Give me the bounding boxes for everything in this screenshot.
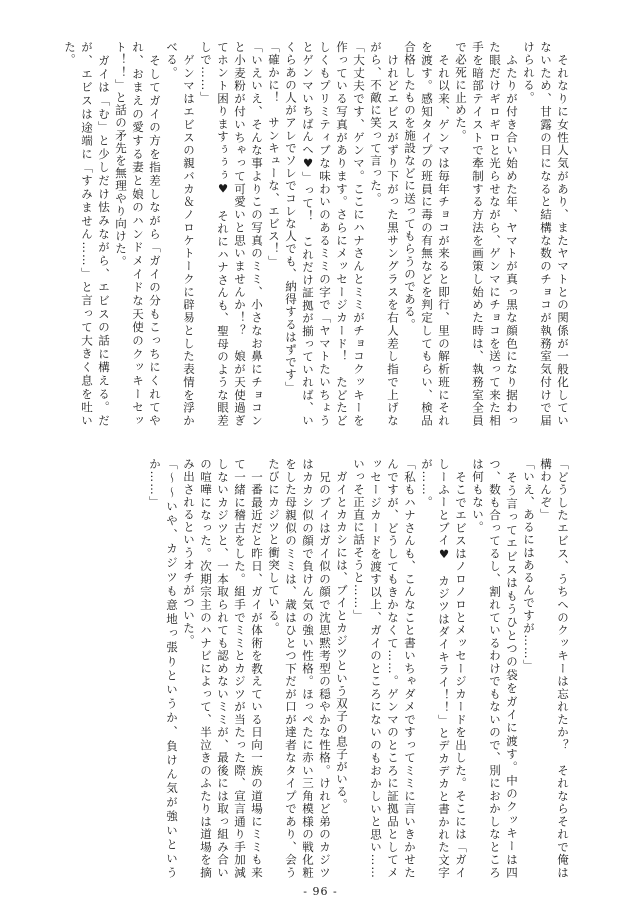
paragraph: ふたりが付き合い始めた年、ヤマトが真っ黒な顔色になり据わった眼だけギロギロと光らせながら、ゲンマにチョコを送って来た相手を暗部テイストで牽制する方法を画策し始めた時は、執務室全員で必死に止めた。 — [454, 41, 519, 427]
paragraph: 「確かに！ サンキューな、エビス！」 — [267, 41, 281, 268]
paragraph: 「いえ、あるにはあるんですが……」 — [522, 458, 536, 673]
paragraph: 「いえいえ、そんな事よりこの写真のミミ、小さなお鼻にチョコンと小麦粉が付いちゃって可愛いと思いませんか！？ 娘が天使過ぎてホント困りますぅぅぅ♥ それにハナさんも、聖母のような眼差しで……」 — [199, 41, 264, 427]
text-block-top — [61, 41, 571, 427]
page-number: - 96 - — [303, 885, 338, 898]
paragraph: そしてガイの方を指差しながら「ガイの分もこっちにくれてやれ、おまえの愛する妻と娘のハンドメイドな天使のクッキーセット！！」と話の矛先を無理やり向けた。 — [114, 41, 162, 427]
paragraph: ゲンマはエビスの親バカ＆ノロケトークに辟易とした表情を浮かべる。 — [165, 41, 196, 427]
paragraph: 「どうしたエビス、うちへのクッキーは忘れたか？ それならそれで俺は構わんぞ」 — [539, 458, 570, 879]
paragraph: 一番最近だと昨日、ガイが体術を教えている日向一族の道場にミミも来て一緒に稽古をした。組手でミミとカジツが当たった際、宣言通り手加減しないカジツと、一本取られても認めないミミが、最後には取っ組み合いの喧嘩になった。次期宗主のハナビによって、半泣きのふたりは道場を摘み出されるというオチがついた。 — [182, 458, 264, 879]
paragraph: ガイとカカシには、ブイとカジツという双子の息子がいる。 — [335, 458, 349, 811]
paragraph: それ以来、ゲンマは毎年チョコが来ると即行、里の解析班にそれを渡す。感知タイプの班員に毒の有無などを判定してもらい、検品合格したものを施設などに送ってもらうのである。 — [403, 41, 451, 427]
text-block-bottom — [146, 458, 571, 879]
paragraph: 「私もハナさんも、こんなこと書いちゃダメですってミミに言いきかせたんですが、どうしてもきかなくて……。ゲンマのところに証拠品としてメッセージカードを渡す以上、ガイのところにないのもおかしいと思い……いっそ正直に話そうと……」 — [352, 458, 417, 879]
paragraph: けれどエビスがずり下がった黒サングラスを右人差し指で上げながら、不敵に笑って言った。 — [369, 41, 400, 427]
paragraph: そこでエビスはノロノロとメッセージカードを出した。そこには「ガイしーふーとブイ♥ カジツはダイキライ！！」とデカデカと書かれた文字が……。 — [420, 458, 468, 879]
paragraph: ガイは「む」と少しだけ怯みながら、エビスの話に構える。だが、エビスは途端に「すみません……」と言って大きく息を吐いた。 — [63, 41, 111, 427]
paragraph: 「〜〜いや、カジツも意地っ張りというか、負けん気が強いというか……」 — [148, 458, 179, 879]
paragraph: 兄のブイはガイ似の顔で沈思黙考型の穏やかな性格。けれど弟のカジツはカカシ似の顔で負けん気の強い性格。ほっぺたに赤い三角模様の戦化粧をした母親似のミミは、歳はひとつ下だが口が達者なタイプであり、会うたびにカジツと衝突している。 — [267, 458, 332, 879]
paragraph: 「大丈夫です、ゲンマ。ここにハナさんとミミがチョコクッキーを作っている写真があります。さらにメッセージカード！ たどたどしくもプリミティブな味わいのあるミミの字で「ヤマトたいちょうとゲンマいちばんへ♥」って！ これだけ証拠が揃っていれば、いくらあの人がアレでソレでコレな人でも、納得するはずです」 — [284, 41, 366, 427]
paragraph: そう言ってエビスはもうひとつの袋をガイに渡す。中のクッキーは四つ、数も合ってるし、割れているわけでもないので、別におかしなところは何もない。 — [471, 458, 519, 879]
paragraph: それなりに女性人気があり、またヤマトとの関係が一般化していないため、甘露の日になると結構な数のチョコが執務室気付けで届けられる。 — [522, 41, 570, 427]
